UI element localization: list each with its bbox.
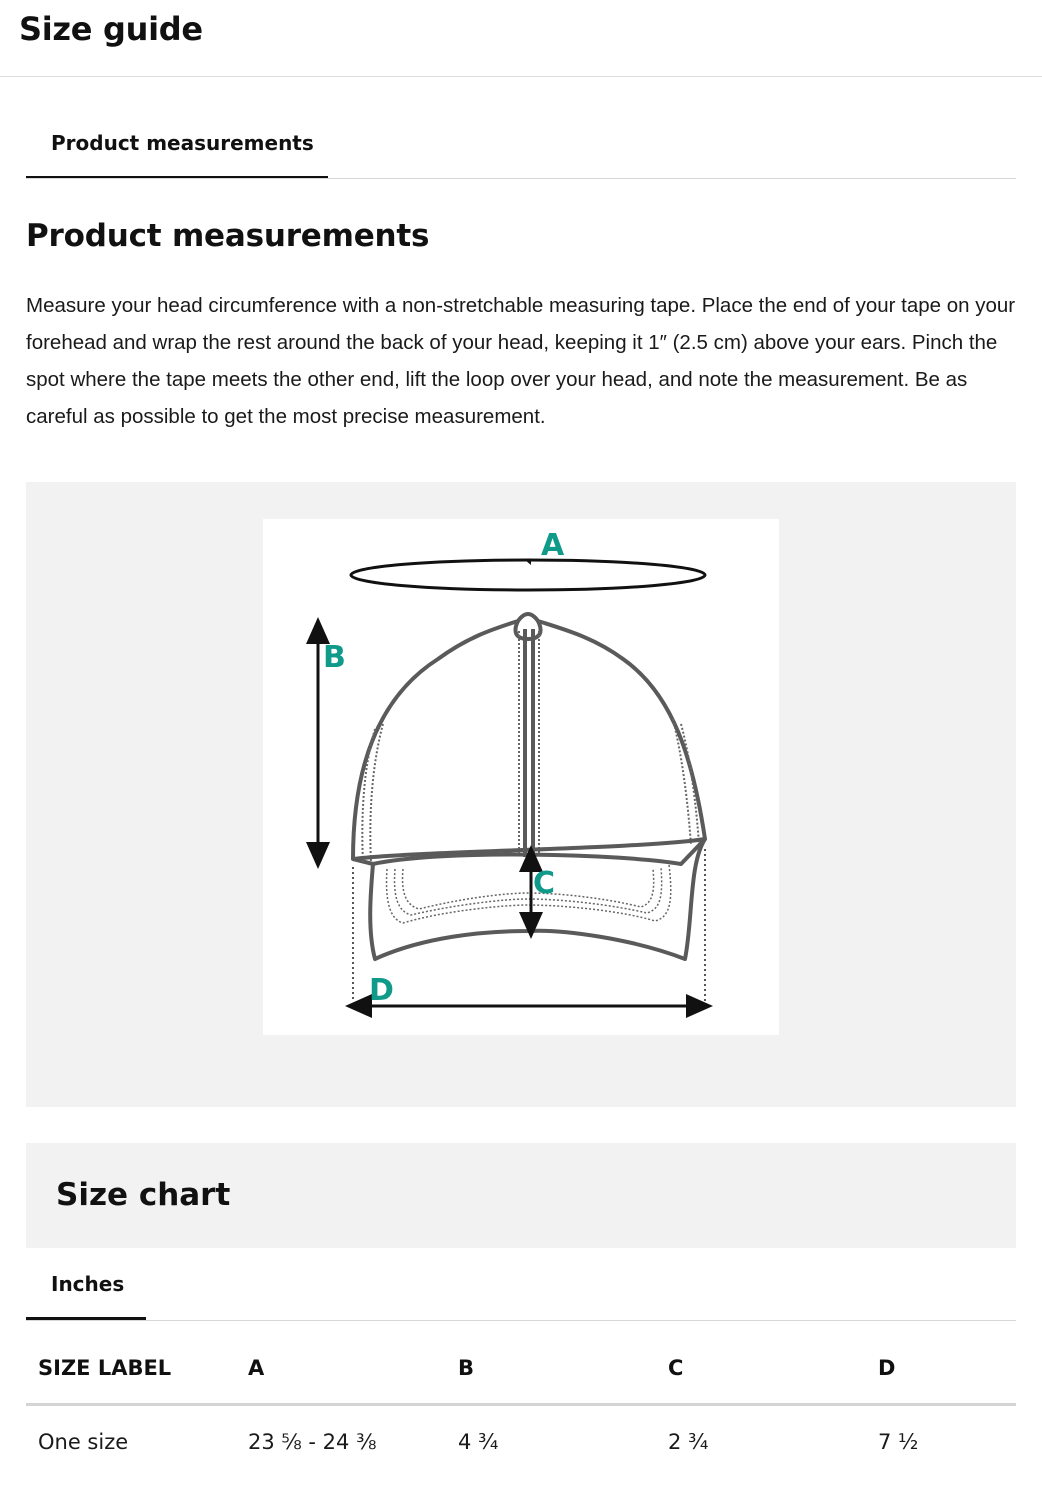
tab-label: Inches bbox=[51, 1272, 125, 1296]
label-d: D bbox=[369, 973, 394, 1008]
size-guide-header bbox=[0, 0, 1042, 77]
cell-size-label: One size bbox=[38, 1430, 129, 1454]
tab-bar bbox=[26, 110, 1016, 179]
measurement-diagram bbox=[263, 519, 779, 1035]
column-header-size-label: SIZE LABEL bbox=[26, 1333, 236, 1405]
cap-stitching bbox=[362, 631, 699, 863]
measurement-instructions: Measure your head circumference with a non-stretchable measuring tape. Place the end of your tape on your forehead and wrap the rest around the back of your head, keeping it 1″ (2.5 cm) above your ears. Pinch the spot where the tape meets the other end, lift the loop over your head, and note the measurement. Be as careful as possible to get the most precise measurement. bbox=[26, 294, 1016, 428]
tab-product-measurements[interactable] bbox=[26, 110, 328, 178]
cell-d: 7 ½ bbox=[878, 1430, 919, 1454]
label-a: A bbox=[541, 528, 565, 563]
size-chart-table bbox=[26, 1333, 1016, 1478]
page-title: Size guide bbox=[19, 10, 203, 48]
measure-d bbox=[353, 849, 705, 1008]
cap-diagram-svg bbox=[263, 519, 779, 1035]
cell-c: 2 ¾ bbox=[668, 1430, 709, 1454]
visor-stitching bbox=[387, 865, 671, 923]
unit-tab-bar bbox=[26, 1248, 1016, 1321]
cell-a: 23 ⅝ - 24 ⅜ bbox=[248, 1430, 377, 1454]
tab-label: Product measurements bbox=[51, 131, 314, 155]
column-header-c: C bbox=[656, 1333, 866, 1405]
column-header-a: A bbox=[236, 1333, 446, 1405]
size-chart-title: Size chart bbox=[56, 1177, 231, 1213]
section-title: Product measurements bbox=[26, 218, 430, 254]
column-header-b: B bbox=[446, 1333, 656, 1405]
column-header-d: D bbox=[866, 1333, 1016, 1405]
size-chart-header bbox=[26, 1143, 1016, 1248]
table-header-row bbox=[26, 1333, 1016, 1405]
label-b: B bbox=[323, 640, 346, 675]
measure-a bbox=[351, 528, 705, 590]
measurement-diagram-panel bbox=[26, 482, 1016, 1107]
cap-crown bbox=[353, 614, 705, 864]
table-row bbox=[26, 1405, 1016, 1479]
label-c: C bbox=[533, 866, 556, 901]
measure-c bbox=[531, 857, 555, 927]
cell-b: 4 ¾ bbox=[458, 1430, 499, 1454]
measure-b bbox=[318, 629, 346, 857]
tab-inches[interactable] bbox=[26, 1248, 146, 1320]
